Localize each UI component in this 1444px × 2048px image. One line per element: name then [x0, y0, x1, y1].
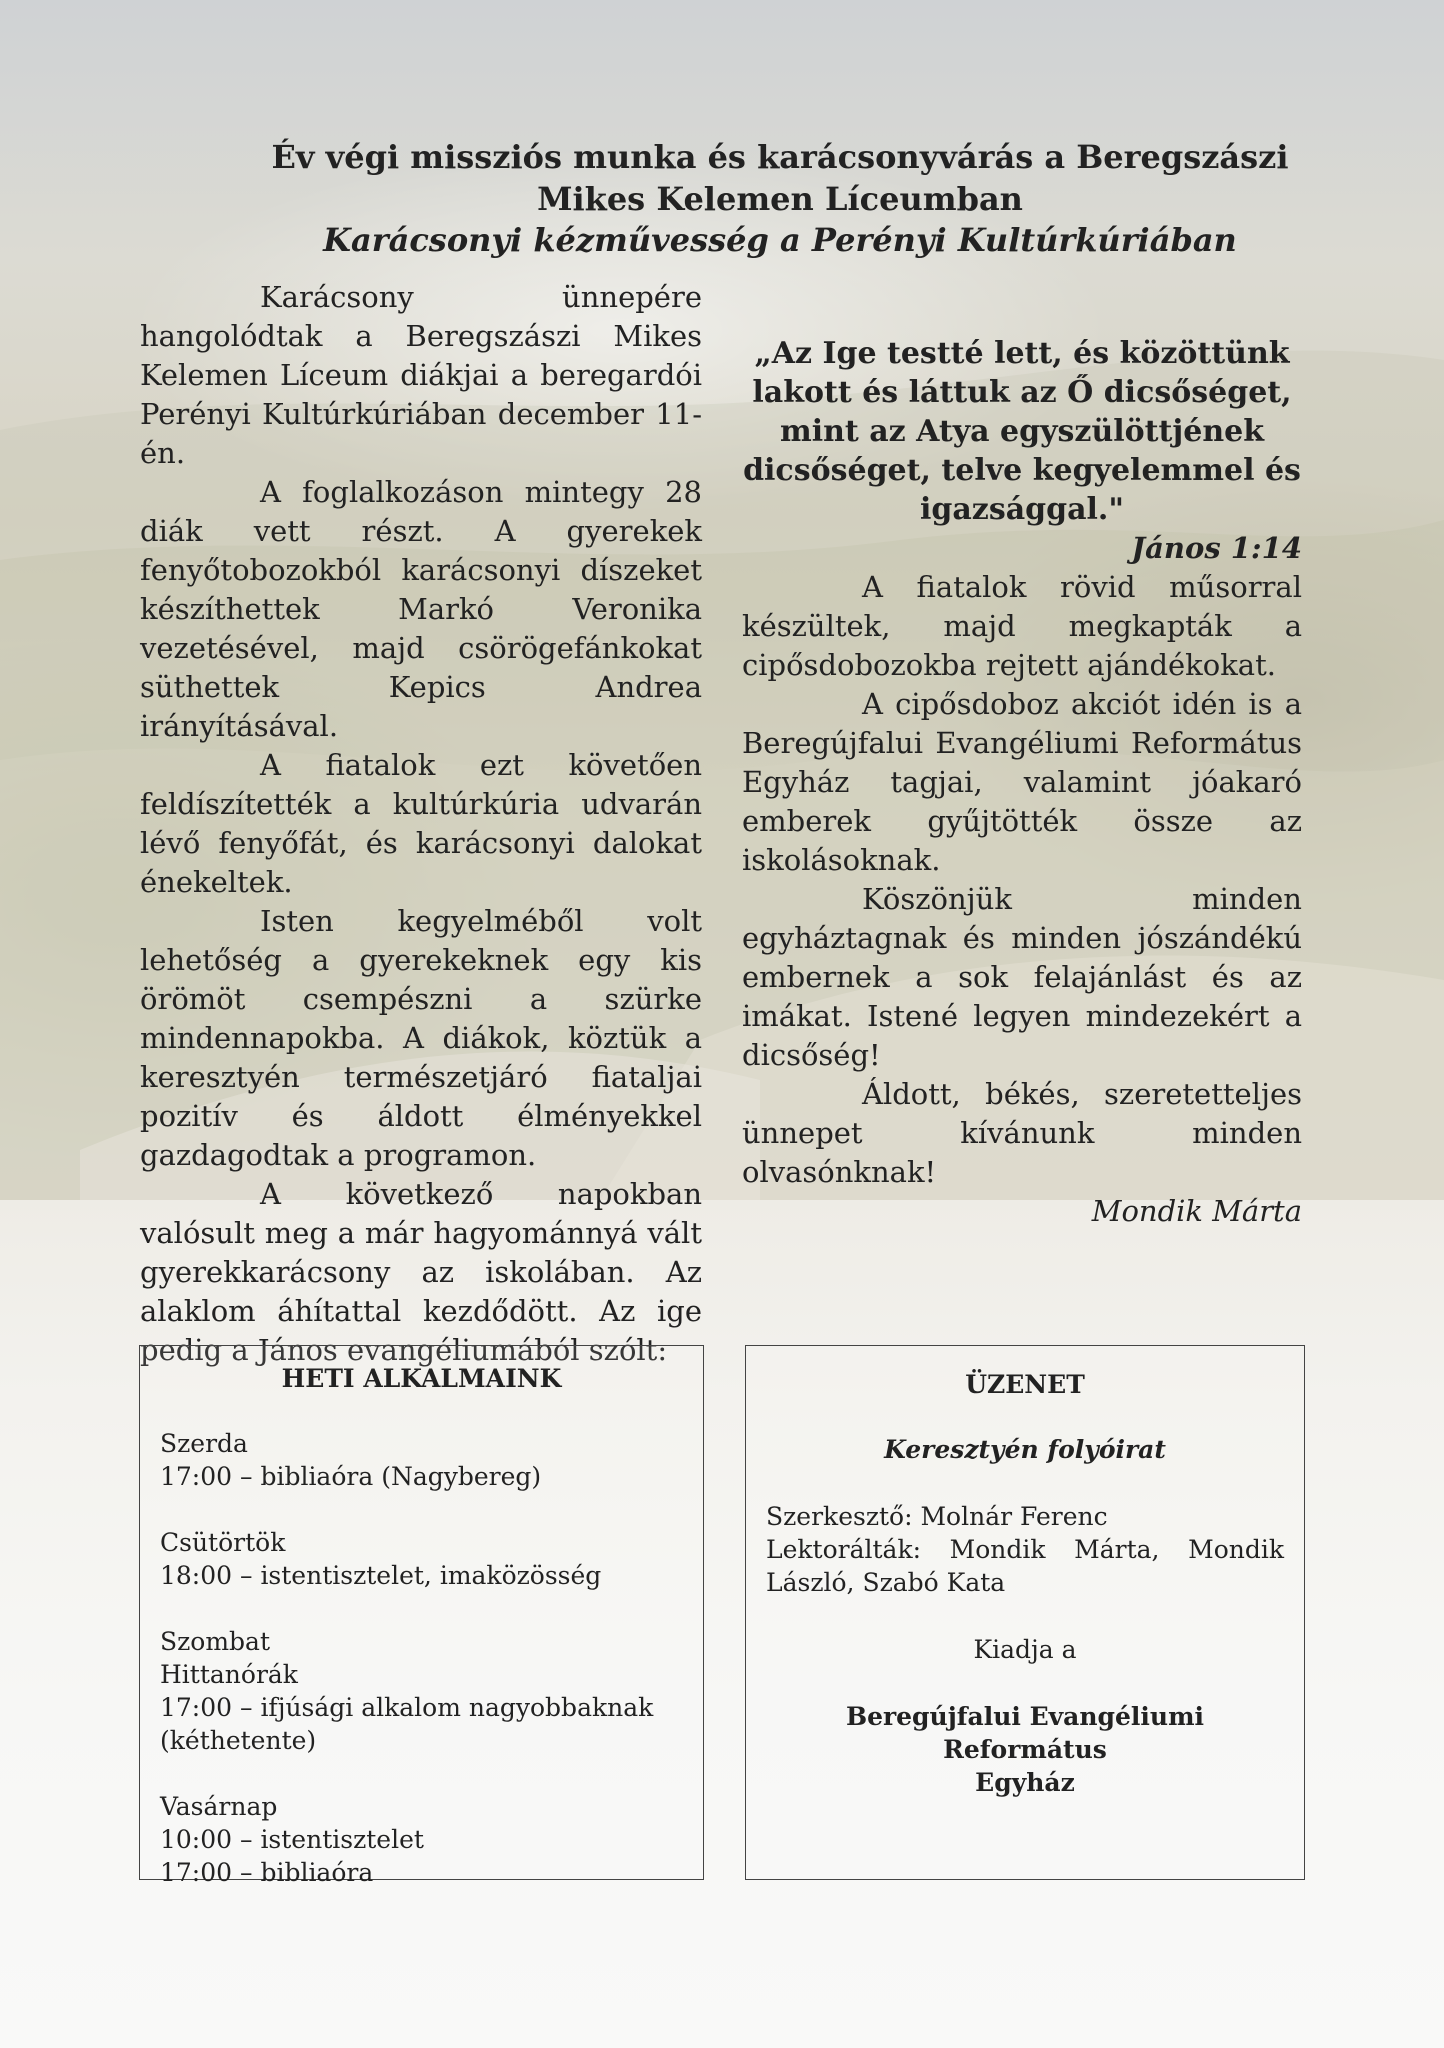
message-title: ÜZENET: [965, 1370, 1085, 1399]
bible-quote: „Az Ige testté lett, és közöttünk lakott és láttuk az Ő dicsőséget, mint az Atya egyszülöttjének dicsőséget, telve kegyelemmel és igazsággal.": [743, 336, 1301, 527]
schedule-entry: [160, 1790, 683, 1889]
right-column: [742, 334, 1302, 1231]
weekly-schedule-box: [139, 1345, 704, 1887]
paragraph: A foglalkozáson mintegy 28 diák vett részt. A gyerekek fenyőtobozokból karácsonyi díszeket készíthettek Markó Veronika vezetésével, majd csörögefánkokat süthettek Kepics Andrea irányításával.: [140, 475, 702, 743]
quote-reference: János 1:14: [1131, 531, 1302, 565]
publisher-line: Beregújfalui Evangéliumi: [845, 1702, 1205, 1731]
schedule-day: Vasárnap: [160, 1792, 278, 1821]
title-line-2: Mikes Kelemen Líceumban: [537, 180, 1023, 218]
schedule-line: Hittanórák: [160, 1660, 298, 1689]
schedule-line: 17:00 – ifjúsági alkalom nagyobbaknak (kéthetente): [160, 1693, 654, 1755]
schedule-day: Csütörtök: [160, 1528, 286, 1557]
editor-line: Szerkesztő: Molnár Ferenc: [766, 1502, 1108, 1531]
proofreaders-line: Lektorálták: Mondik Márta, Mondik László, Szabó Kata: [766, 1535, 1284, 1597]
paragraph: Köszönjük minden egyháztagnak és minden jószándékú embernek a sok felajánlást és az imákat. Istené legyen mindezekért a dicsőség!: [742, 882, 1302, 1072]
published-by-label: Kiadja a: [973, 1635, 1077, 1664]
message-box: [745, 1345, 1305, 1880]
publisher-name: [766, 1700, 1284, 1799]
publisher-line: Református: [943, 1735, 1107, 1764]
paragraph: A következő napokban valósult meg a már hagyománnyá vált gyerekkarácsony az iskolában. Az alaklom áhítattal kezdődött. Az ige pedig a János evangéliumából szólt:: [140, 1177, 702, 1367]
title-line-1: Év végi missziós munka és karácsonyvárás a Beregszászi: [271, 138, 1289, 176]
schedule-line: 17:00 – bibliaóra (Nagybereg): [160, 1462, 542, 1491]
schedule-line: 18:00 – istentisztelet, imaközösség: [160, 1561, 602, 1590]
article-subtitle: Karácsonyi kézművesség a Perényi Kultúrkúriában: [323, 221, 1237, 259]
paragraph: A cipősdoboz akciót idén is a Beregújfalui Evangéliumi Református Egyház tagjai, valamint jóakaró emberek gyűjtötték össze az iskolásoknak.: [742, 687, 1302, 877]
message-subtitle: Keresztyén folyóirat: [884, 1435, 1166, 1464]
paragraph: Karácsony ünnepére hangolódtak a Beregszászi Mikes Kelemen Líceum diákjai a beregardói Perényi Kultúrkúriában december 11-én.: [140, 280, 702, 470]
paragraph: Isten kegyelméből volt lehetőség a gyerekeknek egy kis örömöt csempészni a szürke mindennapokba. A diákok, köztük a keresztyén természetjáró fiataljai pozitív és áldott élményekkel gazdagodtak a programon.: [140, 904, 702, 1172]
schedule-title: HETI ALKALMAINK: [281, 1364, 562, 1393]
paragraph: Áldott, békés, szeretetteljes ünnepet kívánunk minden olvasónknak!: [742, 1077, 1302, 1189]
paragraph: A fiatalok ezt követően feldíszítették a kultúrkúria udvarán lévő fenyőfát, és karácsonyi dalokat énekeltek.: [140, 748, 702, 899]
article-title: [180, 136, 1380, 260]
paragraph: A fiatalok rövid műsorral készültek, majd megkapták a cipősdobozokba rejtett ajándékokat.: [742, 570, 1302, 682]
left-column: [140, 278, 702, 1370]
author-signature: Mondik Márta: [1091, 1194, 1302, 1228]
schedule-entry: [160, 1526, 683, 1592]
schedule-day: Szerda: [160, 1429, 248, 1458]
schedule-day: Szombat: [160, 1627, 271, 1656]
schedule-entry: [160, 1625, 683, 1757]
schedule-entry: [160, 1427, 683, 1493]
publisher-line: Egyház: [975, 1768, 1075, 1797]
schedule-line: 17:00 – bibliaóra: [160, 1858, 374, 1887]
schedule-line: 10:00 – istentisztelet: [160, 1825, 424, 1854]
